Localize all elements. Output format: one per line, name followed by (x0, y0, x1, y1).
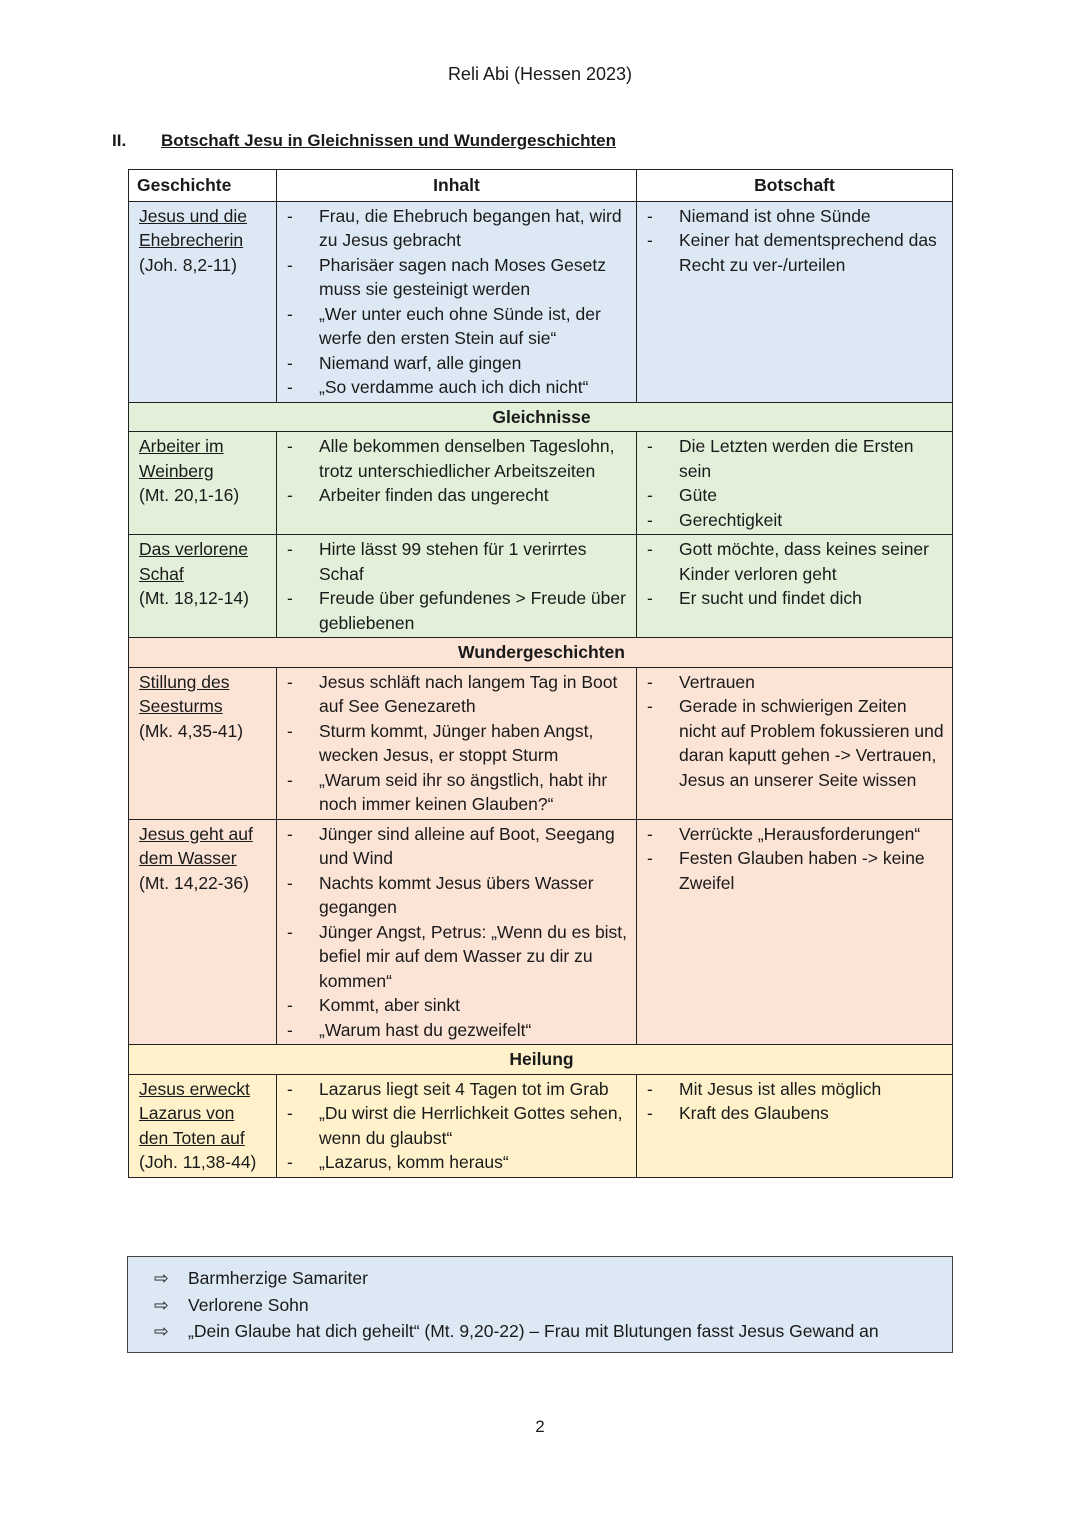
botschaft-cell (637, 535, 953, 638)
list-item: - „Lazarus, komm heraus“ (287, 1150, 628, 1175)
story-cell (129, 535, 277, 638)
column-header-geschichte: Geschichte (129, 170, 277, 202)
list-item: - Sturm kommt, Jünger haben Angst, wecken Jesus, er stoppt Sturm (287, 719, 628, 768)
section-heading (112, 131, 616, 151)
story-cell (129, 819, 277, 1045)
page-number: 2 (535, 1417, 545, 1436)
column-header-botschaft: Botschaft (637, 170, 953, 202)
story-reference: (Mk. 4,35-41) (139, 720, 244, 741)
story-title: Das verlorene Schaf (139, 539, 248, 584)
arrow-right-icon: ⇨ (154, 1294, 169, 1315)
botschaft-cell (637, 1074, 953, 1177)
inhalt-cell (277, 535, 637, 638)
inhalt-cell (277, 201, 637, 402)
category-heilung: Heilung (129, 1045, 953, 1075)
botschaft-cell (637, 201, 953, 402)
list-item: - Er sucht und findet dich (647, 586, 944, 611)
overview-table (128, 169, 953, 1178)
list-item: - Jünger sind alleine auf Boot, Seegang und Wind (287, 822, 628, 871)
list-item: - Verrückte „Herausforderungen“ (647, 822, 944, 847)
page-header: Reli Abi (Hessen 2023) (447, 64, 633, 84)
list-item: - Gerade in schwierigen Zeiten nicht auf Problem fokussieren und daran kaputt gehen -> Vertrauen, Jesus an unserer Seite wissen (647, 694, 944, 792)
story-cell (129, 201, 277, 402)
botschaft-cell (637, 667, 953, 819)
story-cell (129, 1074, 277, 1177)
list-item: - Arbeiter finden das ungerecht (287, 483, 628, 508)
category-gleichnisse: Gleichnisse (129, 402, 953, 432)
list-item: - „Du wirst die Herrlichkeit Gottes sehen, wenn du glaubst“ (287, 1101, 628, 1150)
list-item: - Güte (647, 483, 944, 508)
category-row (129, 1045, 953, 1075)
story-reference: (Joh. 11,38-44) (139, 1152, 257, 1172)
category-wundergeschichten: Wundergeschichten (129, 638, 953, 668)
table-row (129, 535, 953, 638)
list-item: - Jünger Angst, Petrus: „Wenn du es bist, befiel mir auf dem Wasser zu dir zu kommen“ (287, 920, 628, 994)
section-number: II. (112, 131, 127, 150)
list-item: - Mit Jesus ist alles möglich (647, 1077, 944, 1102)
inhalt-cell (277, 819, 637, 1045)
note-item (154, 1265, 952, 1292)
note-text: „Dein Glaube hat dich geheilt“ (Mt. 9,20-22) – Frau mit Blutungen fasst Jesus Gewand an (188, 1321, 879, 1341)
table-row (129, 819, 953, 1045)
list-item: - Gerechtigkeit (647, 508, 944, 533)
table-header-row (129, 170, 953, 202)
list-item: - Pharisäer sagen nach Moses Gesetz muss sie gesteinigt werden (287, 253, 628, 302)
story-title: Stillung des Seesturms (139, 671, 230, 716)
list-item: - Gott möchte, dass keines seiner Kinder verloren geht (647, 537, 944, 586)
note-text: Verlorene Sohn (188, 1294, 309, 1315)
list-item: - Alle bekommen denselben Tageslohn, trotz unterschiedlicher Arbeitszeiten (287, 434, 628, 483)
table-row (129, 432, 953, 535)
table-row (129, 1074, 953, 1177)
list-item: - „Wer unter euch ohne Sünde ist, der werfe den ersten Stein auf sie“ (287, 302, 628, 351)
note-text: Barmherzige Samariter (188, 1268, 368, 1288)
column-header-inhalt: Inhalt (277, 170, 637, 202)
story-reference: (Mt. 20,1-16) (139, 485, 240, 505)
list-item: - Freude über gefundenes > Freude über gebliebenen (287, 586, 628, 635)
story-reference: (Joh. 8,2-11) (139, 254, 237, 275)
list-item: - Kommt, aber sinkt (287, 993, 628, 1018)
section-title: Botschaft Jesu in Gleichnissen und Wundergeschichten (161, 131, 616, 150)
note-item (154, 1318, 952, 1345)
list-item: - Jesus schläft nach langem Tag in Boot auf See Genezareth (287, 670, 628, 719)
list-item: - Kraft des Glaubens (647, 1101, 944, 1126)
botschaft-cell (637, 819, 953, 1045)
list-item: - Lazarus liegt seit 4 Tagen tot im Grab (287, 1077, 628, 1102)
category-row (129, 638, 953, 668)
story-title: Arbeiter im Weinberg (139, 436, 224, 481)
story-reference: (Mt. 14,22-36) (139, 872, 249, 893)
table-row (129, 201, 953, 402)
story-title: Jesus und die Ehebrecherin (139, 205, 247, 250)
arrow-right-icon: ⇨ (154, 1321, 169, 1341)
list-item: - Niemand warf, alle gingen (287, 351, 628, 376)
inhalt-cell (277, 432, 637, 535)
list-item: - „Warum seid ihr so ängstlich, habt ihr noch immer keinen Glauben?“ (287, 768, 628, 817)
list-item: - Hirte lässt 99 stehen für 1 verirrtes Schaf (287, 537, 628, 586)
list-item: - Festen Glauben haben -> keine Zweifel (647, 846, 944, 895)
table-row (129, 667, 953, 819)
list-item: - Niemand ist ohne Sünde (647, 204, 944, 229)
list-item: - „Warum hast du gezweifelt“ (287, 1018, 628, 1043)
list-item: - „So verdamme auch ich dich nicht“ (287, 375, 628, 400)
story-reference: (Mt. 18,12-14) (139, 588, 249, 608)
story-cell (129, 667, 277, 819)
arrow-right-icon: ⇨ (154, 1268, 169, 1288)
category-row (129, 402, 953, 432)
list-item: - Frau, die Ehebruch begangen hat, wird zu Jesus gebracht (287, 204, 628, 253)
story-title: Jesus erweckt Lazarus von den Toten auf (139, 1078, 250, 1148)
list-item: - Nachts kommt Jesus übers Wasser gegangen (287, 871, 628, 920)
inhalt-cell (277, 667, 637, 819)
list-item: - Keiner hat dementsprechend das Recht zu ver-/urteilen (647, 228, 944, 277)
note-box (127, 1256, 953, 1353)
story-cell (129, 432, 277, 535)
story-title: Jesus geht auf dem Wasser (139, 823, 253, 868)
note-item (154, 1292, 952, 1319)
botschaft-cell (637, 432, 953, 535)
inhalt-cell (277, 1074, 637, 1177)
list-item: - Die Letzten werden die Ersten sein (647, 434, 944, 483)
list-item: - Vertrauen (647, 670, 944, 695)
